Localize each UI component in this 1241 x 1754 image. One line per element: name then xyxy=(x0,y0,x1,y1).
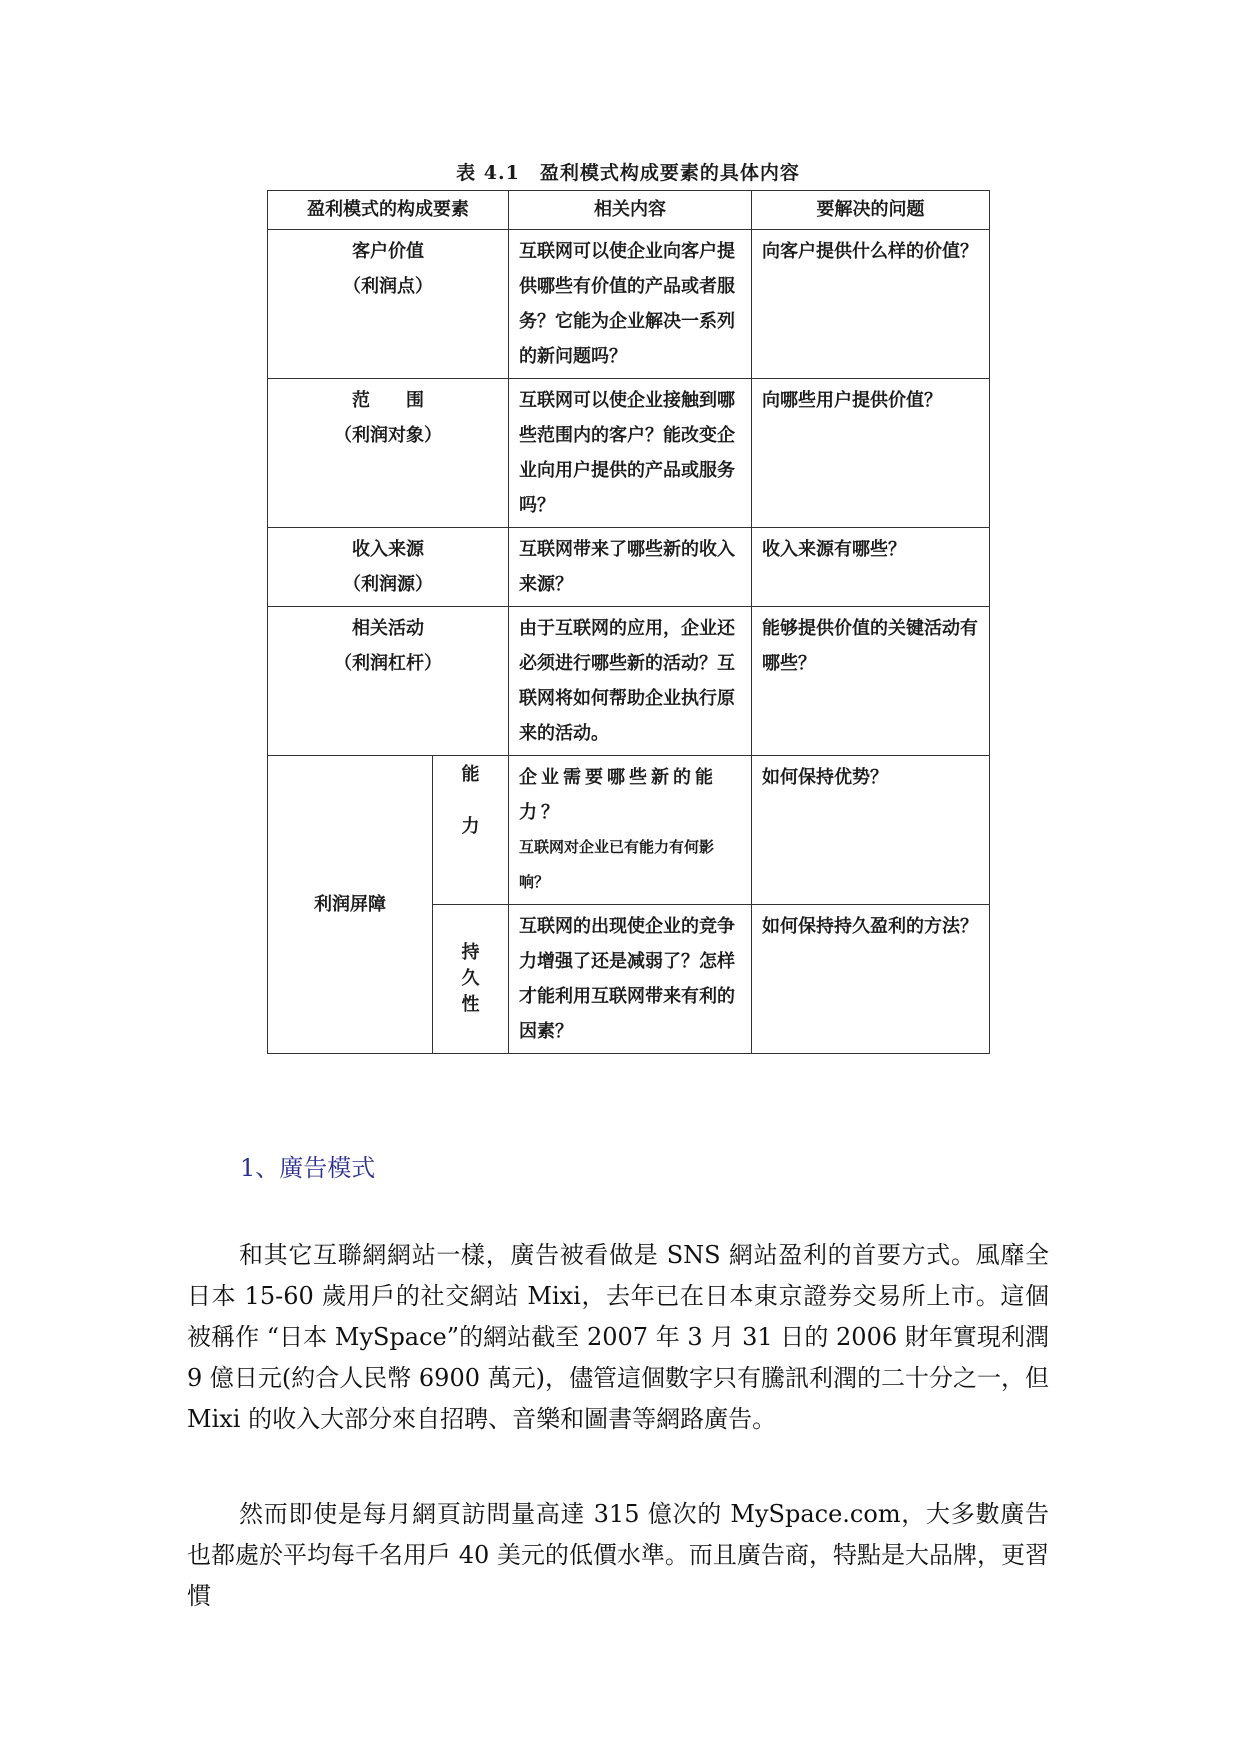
element-name: 相关活动 xyxy=(352,618,424,639)
element-cell xyxy=(268,607,509,756)
table-caption: 表 4.1 盈利模式构成要素的具体内容 xyxy=(456,162,800,184)
persistence-char: 持 xyxy=(461,942,480,963)
table-header-row xyxy=(268,191,990,230)
element-name: 客户价值 xyxy=(352,241,424,262)
content-cell: 互联网带来了哪些新的收入来源？ xyxy=(509,528,752,607)
element-name: 范 围 xyxy=(352,390,424,411)
table-row xyxy=(268,379,990,528)
element-cell xyxy=(268,230,509,379)
table-row xyxy=(268,230,990,379)
element-subtitle: （利润源） xyxy=(343,574,433,595)
element-cell xyxy=(268,379,509,528)
question-cell: 能够提供价值的关键活动有哪些？ xyxy=(752,607,990,756)
header-element: 盈利模式的构成要素 xyxy=(268,191,509,230)
ability-label xyxy=(433,756,509,905)
ability-content-note: 互联网对企业已有能力有何影响？ xyxy=(519,838,715,891)
section-heading: 1、廣告模式 xyxy=(240,1154,376,1182)
persistence-char: 性 xyxy=(461,994,480,1015)
barrier-label: 利润屏障 xyxy=(268,756,433,1054)
persistence-char: 久 xyxy=(461,968,480,989)
element-subtitle: （利润杠杆） xyxy=(334,653,442,674)
content-cell: 互联网可以使企业接触到哪些范围内的客户？能改变企业向用户提供的产品或服务吗？ xyxy=(509,379,752,528)
content-cell: 由于互联网的应用，企业还必须进行哪些新的活动？互联网将如何帮助企业执行原来的活动。 xyxy=(509,607,752,756)
table-row-ability xyxy=(268,756,990,905)
table-row xyxy=(268,607,990,756)
ability-char: 力 xyxy=(461,816,480,837)
body-paragraph: 然而即使是每月網頁訪問量高達 315 億次的 MySpace.com，大多數廣告也都處於平均每千名用戶 40 美元的低價水準。而且廣告商，特點是大品牌，更習慣 xyxy=(187,1500,1049,1610)
question-cell: 如何保持持久盈利的方法？ xyxy=(752,905,990,1054)
header-question: 要解决的问题 xyxy=(752,191,990,230)
content-cell: 互联网的出现使企业的竞争力增强了还是减弱了？怎样才能利用互联网带来有利的因素？ xyxy=(509,905,752,1054)
question-cell: 如何保持优势？ xyxy=(752,756,990,905)
body-paragraph: 和其它互聯網網站一樣，廣告被看做是 SNS 網站盈利的首要方式。風靡全日本 15-60 歲用戶的社交網站 Mixi，去年已在日本東京證券交易所上市。這個被稱作 “日本 MySpace”的網站截至 2007 年 3 月 31 日的 2006 財年實現利潤 9 億日元(約合人民幣 6900 萬元)，儘管這個數字只有騰訊利潤的二十分之一，但 Mixi 的收入大部分來自招聘、音樂和圖書等網路廣告。 xyxy=(187,1241,1049,1433)
content-cell xyxy=(509,756,752,905)
question-cell: 向哪些用户提供价值？ xyxy=(752,379,990,528)
ability-char: 能 xyxy=(461,764,480,785)
element-subtitle: （利润点） xyxy=(343,276,433,297)
element-name: 收入来源 xyxy=(352,539,424,560)
table-row xyxy=(268,528,990,607)
content-cell: 互联网可以使企业向客户提供哪些有价值的产品或者服务？它能为企业解决一系列的新问题吗？ xyxy=(509,230,752,379)
profit-model-table xyxy=(267,190,990,1054)
header-content: 相关内容 xyxy=(509,191,752,230)
ability-content-main: 企业需要哪些新的能力？ xyxy=(519,767,717,823)
persistence-label xyxy=(433,905,509,1054)
question-cell: 向客户提供什么样的价值？ xyxy=(752,230,990,379)
element-cell xyxy=(268,528,509,607)
element-subtitle: （利润对象） xyxy=(334,425,442,446)
question-cell: 收入来源有哪些？ xyxy=(752,528,990,607)
